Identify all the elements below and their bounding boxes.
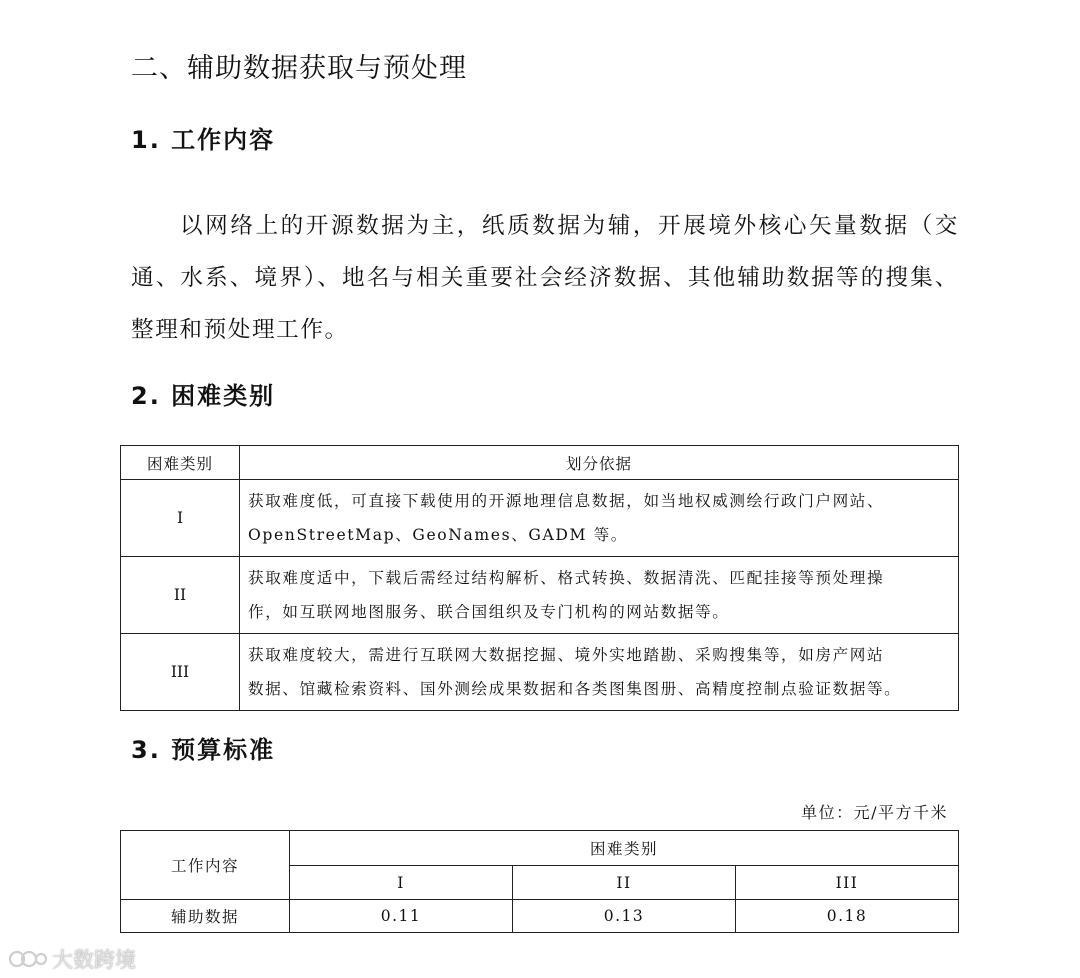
row-label: 辅助数据	[121, 900, 290, 933]
basis-line: 获取难度适中，下载后需经过结构解析、格式转换、数据清洗、匹配挂接等预处理操	[248, 569, 885, 587]
watermark-text: 大数跨境	[52, 948, 136, 972]
category-cell: II	[121, 557, 240, 634]
watermark	[8, 944, 136, 974]
basis-cell	[240, 634, 959, 711]
class-header: II	[513, 866, 736, 900]
basis-cell	[240, 557, 959, 634]
subsection-title-work-content: 1. 工作内容	[131, 126, 276, 154]
class-header: I	[290, 866, 513, 900]
basis-line: OpenStreetMap、GeoNames、GADM 等。	[248, 526, 628, 544]
subsection-title-difficulty: 2. 困难类别	[131, 382, 276, 410]
subsection-title-budget: 3. 预算标准	[131, 736, 276, 764]
class-header: III	[736, 866, 959, 900]
header-basis: 划分依据	[240, 446, 959, 480]
work-content-paragraph: 以网络上的开源数据为主，纸质数据为辅，开展境外核心矢量数据（交通、水系、境界）、地名与相关重要社会经济数据、其他辅助数据等的搜集、整理和预处理工作。	[131, 213, 959, 343]
difficulty-table	[120, 445, 959, 711]
header-difficulty-group: 困难类别	[290, 831, 959, 866]
basis-line: 数据、馆藏检索资料、国外测绘成果数据和各类图集图册、高精度控制点验证数据等。	[248, 680, 902, 698]
basis-line: 获取难度低，可直接下载使用的开源地理信息数据，如当地权威测绘行政门户网站、	[248, 492, 885, 510]
table-row	[121, 480, 959, 557]
unit-label: 单位：元/平方千米	[801, 803, 948, 822]
table-row	[121, 634, 959, 711]
table-row	[121, 557, 959, 634]
table-header-row	[121, 446, 959, 480]
basis-line: 获取难度较大，需进行互联网大数据挖掘、境外实地踏勘、采购搜集等，如房产网站	[248, 646, 885, 664]
header-work-content: 工作内容	[121, 831, 290, 900]
basis-cell	[240, 480, 959, 557]
category-cell: I	[121, 480, 240, 557]
brand-logo-icon	[8, 948, 48, 970]
category-cell: III	[121, 634, 240, 711]
basis-line: 作，如互联网地图服务、联合国组织及专门机构的网站数据等。	[248, 603, 730, 621]
table-row	[121, 900, 959, 933]
value-cell: 0.18	[736, 900, 959, 933]
value-cell: 0.13	[513, 900, 736, 933]
value-cell: 0.11	[290, 900, 513, 933]
section-title: 二、辅助数据获取与预处理	[131, 53, 467, 84]
budget-table	[120, 830, 959, 933]
budget-header-row	[121, 831, 959, 866]
header-category: 困难类别	[121, 446, 240, 480]
